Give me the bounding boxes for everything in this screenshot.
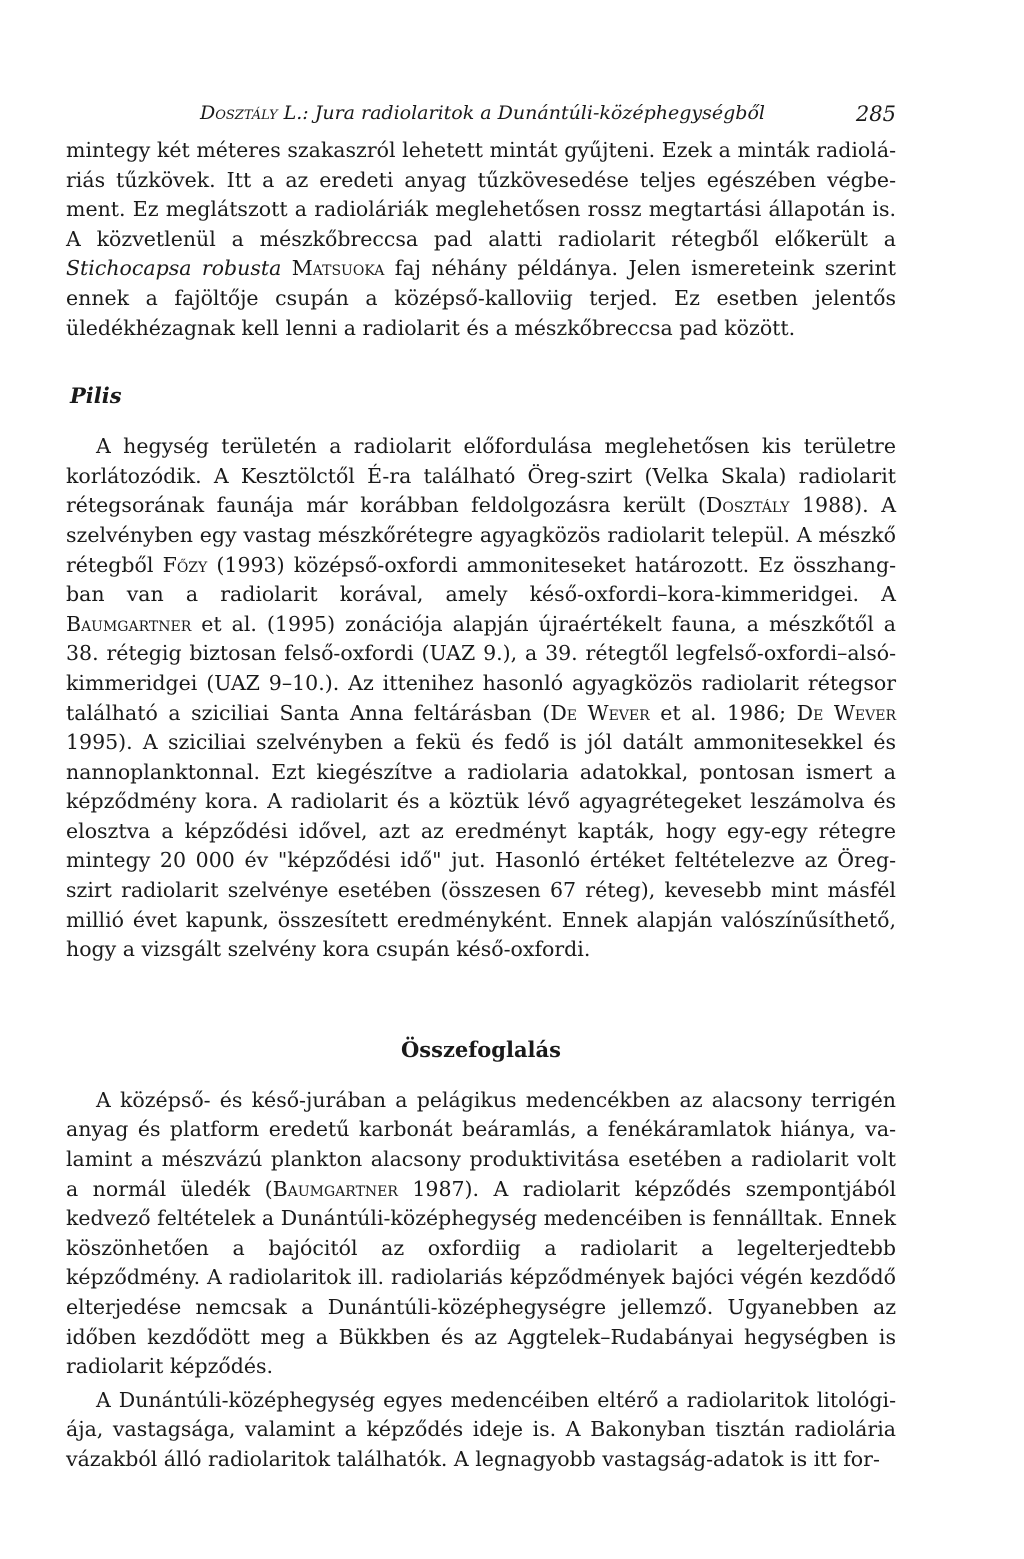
species-name: Stichocapsa robusta bbox=[66, 256, 282, 281]
intro-paragraph bbox=[66, 136, 896, 343]
author-baumgartner-2: Baumgartner bbox=[272, 1176, 398, 1201]
author-dosztaly: Dosztály bbox=[705, 493, 790, 518]
pilis-text-2: 1988). A szelvényben egy vastag mészkőrétegre agyagközös radiolarit települ. A mészkő rétegből bbox=[66, 493, 897, 577]
pilis-text-3: (1993) középső-oxfordi ammoniteseket határozott. Ez összhangban van a radiolarit korával, amely késő-oxfordi–kora-kimmeridgei. A bbox=[66, 552, 896, 607]
author-baumgartner: Baumgartner bbox=[66, 611, 192, 636]
header-title bbox=[200, 102, 765, 124]
pilis-text-1: A hegység területén a radiolarit előfordulása meglehetősen kis területre korlátozódik. A Kesztölctől É-ra található Öreg-szirt (Velka Skala) radiolarit rétegsorának faunája már korábban feldolgozásra került ( bbox=[66, 434, 896, 518]
author-matsuoka: Matsuoka bbox=[291, 256, 385, 281]
summary-text-1: A középső- és késő-jurában a pelágikus medencékben az alacsony terrigén anyag és platform eredetű karbonát beáramlás, a fenékáramlatok hiánya, valamint a mészvázú plankton alacsony produktivitása esetében a radiolarit volt a normál üledék ( bbox=[66, 1087, 896, 1201]
summary-text-2: 1987). A radiolarit képződés szempontjából kedvező feltételek a Dunántúli-középhegység medencéiben is fennálltak. Ennek köszönhetően a bajócitól az oxfordiig a radiolarit a legelterjedtebb képződmény. A radiolaritok ill. radiolariás képződmények bajóci végén kezdődő elterjedése nemcsak a Dunántúli-középhegységre jellemző. Ugyanebben az időben kezdődött meg a Bükkben és az Aggtelek–Rudabányai hegységben is radiolarit képződés. bbox=[66, 1176, 896, 1379]
summary-paragraph-2: A Dunántúli-középhegység egyes medencéiben eltérő a radiolaritok litológiája, vastagsága, valamint a képződés ideje is. A Bakonyban tisztán radiolária vázakból álló radiolaritok találhatók. A legnagyobb vastagság-adatok is itt for- bbox=[66, 1387, 896, 1471]
section-heading-summary: Összefoglalás bbox=[401, 1036, 561, 1062]
pilis-text-6: 1995). A sziciliai szelvényben a fekü és fedő is jól datált ammonitesekkel és nannoplanktonnal. Ezt kiegészítve a radiolaria adatokkal, pontosan ismert a képződmény kora. A radiolarit és a köztük lévő agyagrétegeket leszámolva és elosztva a képződési idővel, azt az eredményt kapták, hogy egy-egy rétegre mintegy 20 000 év "képződési idő" jut. Hasonló értéket feltételezve az Öreg-szirt radiolarit szelvénye esetében (összesen 67 réteg), kevesebb mint másfél millió évet kapunk, összesített eredményként. Ennek alapján valószínűsíthető, hogy a vizsgált szelvény kora csupán késő-oxfordi. bbox=[66, 730, 896, 962]
page-number: 285 bbox=[855, 102, 896, 126]
intro-text-1: mintegy két méteres szakaszról lehetett mintát gyűjteni. Ezek a minták radioláriás tűzkövek. Itt a az eredeti anyag tűzkövesedése teljes egészében végbement. Ez meglátszott a radioláriák meglehetősen rossz megtartási állapotán is. A közvetlenül a mészkőbreccsa pad alatti radiolarit rétegből előkerült a bbox=[66, 138, 896, 251]
author-de-wever-2: De Wever bbox=[796, 700, 897, 725]
pilis-text-4: et al. (1995) zonációja alapján újraértékelt fauna, a mészkőtől a 38. rétegig biztosan felső-oxfordi (UAZ 9.), a 39. rétegtől legfelső-oxfordi–alsókimmeridgei (UAZ 9–10.). Az ittenihez hasonló agyagközös radiolarit rétegsor található a sziciliai Santa Anna feltárásban ( bbox=[66, 611, 896, 725]
author-de-wever-1: De Wever bbox=[550, 700, 650, 725]
pilis-paragraph bbox=[66, 432, 896, 965]
summary-paragraph-1 bbox=[66, 1086, 896, 1382]
running-header bbox=[66, 96, 896, 136]
header-author: Dosztály L.: bbox=[200, 102, 309, 124]
header-article-title: Jura radiolaritok a Dunántúli-középhegységből bbox=[314, 102, 765, 124]
document-page bbox=[66, 96, 896, 1475]
section-heading-pilis: Pilis bbox=[70, 383, 122, 409]
intro-text-2: faj néhány példánya. Jelen ismereteink szerint ennek a fajöltője csupán a középső-kalloviig terjed. Ez esetben jelentős üledékhézagnak kell lenni a radiolarit és a mészkőbreccsa pad között. bbox=[66, 256, 896, 340]
pilis-text-5: et al. 1986; bbox=[649, 700, 797, 725]
author-fozy: Főzy bbox=[162, 552, 208, 577]
